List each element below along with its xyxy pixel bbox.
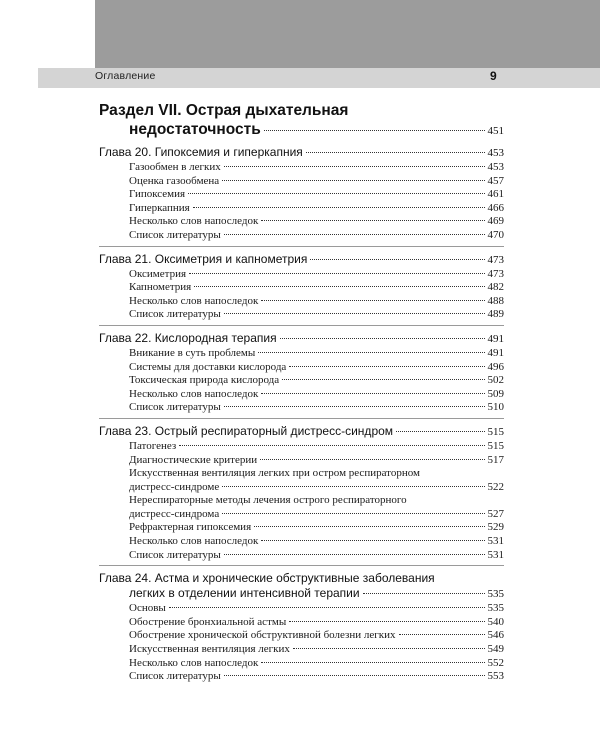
toc-item[interactable]	[99, 521, 504, 535]
toc-item[interactable]	[99, 268, 504, 282]
toc-item[interactable]	[99, 535, 504, 549]
toc-item-page: 461	[487, 188, 504, 201]
toc-item-page: 469	[487, 215, 504, 228]
toc-item-page: 502	[487, 374, 504, 387]
chapter-title-text: Глава 23. Острый респираторный дистресс-синдром	[99, 423, 394, 438]
chapter-title-text: легких в отделении интенсивной терапии	[129, 586, 360, 601]
toc-item-page: 515	[487, 439, 504, 452]
toc-item-text: Системы для доставки кислорода	[129, 360, 287, 373]
toc-item[interactable]	[99, 401, 504, 415]
toc-item-page: 517	[487, 453, 504, 466]
leader-dots	[222, 486, 484, 487]
toc-item-text: Список литературы	[129, 308, 221, 321]
leader-dots	[258, 352, 484, 353]
leader-dots	[293, 648, 485, 649]
leader-dots	[224, 234, 485, 235]
toc-item-text: Список литературы	[129, 670, 221, 683]
toc	[99, 101, 504, 692]
leader-dots	[224, 554, 485, 555]
chapter-page: 453	[487, 147, 504, 159]
leader-dots	[399, 634, 485, 635]
chapter-title-line1[interactable]: Глава 24. Астма и хронические обструктивные заболевания	[99, 571, 435, 586]
leader-dots	[179, 445, 484, 446]
header-band	[95, 0, 600, 68]
running-header-title: Оглавление	[95, 70, 156, 82]
toc-item[interactable]	[99, 175, 504, 189]
leader-dots	[396, 431, 484, 432]
toc-item-page: 531	[487, 535, 504, 548]
leader-dots	[261, 540, 484, 541]
toc-item-text: Список литературы	[129, 228, 221, 241]
leader-dots	[222, 180, 484, 181]
toc-item-page: 527	[487, 507, 504, 520]
leader-dots	[224, 675, 485, 676]
chapter-title[interactable]	[99, 252, 504, 268]
chapter-page: 491	[487, 332, 504, 345]
toc-item-page: 457	[487, 174, 504, 187]
toc-item-text: Оксиметрия	[129, 267, 187, 280]
toc-item-text: Искусственная вентиляция легких	[129, 643, 290, 656]
toc-item[interactable]	[99, 440, 504, 454]
toc-item-page: 453	[487, 161, 504, 173]
leader-dots	[194, 286, 484, 287]
toc-item-line1[interactable]: Нереспираторные методы лечения острого респираторного	[129, 494, 407, 507]
chapter-entry	[99, 145, 504, 247]
toc-item-page: 546	[487, 629, 504, 642]
toc-item-page: 553	[487, 670, 504, 683]
toc-item-page: 510	[487, 401, 504, 414]
toc-item-text: дистресс-синдрома	[129, 507, 220, 520]
leader-dots	[264, 130, 485, 131]
toc-item-text: Несколько слов напоследок	[129, 656, 259, 669]
toc-item[interactable]	[99, 388, 504, 402]
chapter-title[interactable]	[99, 145, 504, 161]
leader-dots	[193, 207, 485, 208]
leader-dots	[224, 313, 485, 314]
toc-item[interactable]	[99, 295, 504, 309]
toc-item-text: Несколько слов напоследок	[129, 387, 259, 400]
toc-item-text: Диагностические критерии	[129, 453, 258, 466]
toc-item[interactable]	[99, 629, 504, 643]
toc-item-page: 488	[487, 294, 504, 307]
chapter-list	[99, 145, 504, 687]
toc-item[interactable]	[99, 202, 504, 216]
toc-item-page: 482	[487, 281, 504, 294]
leader-dots	[261, 220, 484, 221]
toc-item-text: Обострение хронической обструктивной болезни легких	[129, 629, 396, 642]
toc-item-text: Обострение бронхиальной астмы	[129, 615, 287, 628]
chapter-title[interactable]	[99, 331, 504, 347]
toc-item-page: 466	[487, 201, 504, 214]
section-title-line2: недостаточность	[129, 121, 261, 138]
toc-item-page: 496	[487, 360, 504, 373]
toc-item-text: Список литературы	[129, 401, 221, 414]
toc-item[interactable]	[99, 643, 504, 657]
toc-item-page: 529	[487, 521, 504, 534]
section-title-line1: Раздел VII. Острая дыхательная	[99, 102, 349, 119]
toc-item[interactable]	[99, 481, 504, 495]
toc-item-page: 491	[487, 346, 504, 359]
leader-dots	[310, 259, 484, 260]
leader-dots	[289, 621, 484, 622]
leader-dots	[222, 513, 484, 514]
toc-item-text: Капнометрия	[129, 281, 192, 294]
toc-item-page: 470	[487, 228, 504, 241]
toc-item-page: 489	[487, 308, 504, 321]
toc-item-page: 522	[487, 480, 504, 493]
leader-dots	[188, 193, 484, 194]
toc-item[interactable]	[99, 361, 504, 375]
toc-item-text: Несколько слов напоследок	[129, 215, 259, 228]
toc-item-page: 549	[487, 643, 504, 656]
leader-dots	[261, 393, 484, 394]
toc-item[interactable]	[99, 549, 504, 563]
leader-dots	[224, 406, 485, 407]
toc-item[interactable]	[99, 454, 504, 468]
leader-dots	[169, 607, 485, 608]
toc-item[interactable]	[99, 347, 504, 361]
toc-item-text: Основы	[129, 602, 166, 615]
toc-item-text: Патогенез	[129, 439, 177, 452]
leader-dots	[306, 152, 485, 153]
toc-item-page: 552	[487, 656, 504, 669]
toc-item-text: Рефрактерная гипоксемия	[129, 521, 252, 534]
leader-dots	[261, 662, 484, 663]
toc-item[interactable]	[99, 308, 504, 322]
toc-item-text: дистресс-синдроме	[129, 480, 220, 493]
toc-item[interactable]	[99, 602, 504, 616]
toc-item-page: 473	[487, 267, 504, 280]
chapter-entry	[99, 424, 504, 566]
chapter-entry	[99, 252, 504, 326]
section-page: 451	[487, 125, 504, 137]
section-entry[interactable]	[99, 101, 504, 141]
leader-dots	[282, 379, 484, 380]
chapter-entry	[99, 571, 504, 687]
chapter-page: 515	[487, 425, 504, 438]
toc-item[interactable]	[99, 215, 504, 229]
chapter-title[interactable]	[99, 424, 504, 440]
leader-dots	[289, 366, 484, 367]
toc-item-text: Список литературы	[129, 548, 221, 561]
toc-item-text: Гипоксемия	[129, 188, 186, 201]
toc-item[interactable]	[99, 161, 504, 175]
toc-item[interactable]	[99, 374, 504, 388]
toc-item-page: 540	[487, 615, 504, 628]
toc-item-text: Газообмен в легких	[129, 161, 221, 173]
toc-item-text: Гиперкапния	[129, 201, 190, 214]
toc-item[interactable]	[99, 670, 504, 684]
toc-item-page: 535	[487, 602, 504, 615]
chapter-title-text: Глава 20. Гипоксемия и гиперкапния	[99, 145, 303, 159]
leader-dots	[260, 459, 484, 460]
leader-dots	[363, 593, 485, 594]
chapter-page: 535	[487, 588, 504, 601]
toc-item-text: Несколько слов напоследок	[129, 535, 259, 548]
leader-dots	[261, 300, 484, 301]
leader-dots	[224, 166, 485, 167]
leader-dots	[280, 338, 485, 339]
toc-item[interactable]	[99, 657, 504, 671]
toc-item[interactable]	[99, 229, 504, 243]
toc-item-page: 531	[487, 548, 504, 561]
toc-item-page: 509	[487, 387, 504, 400]
toc-item-text: Токсическая природа кислорода	[129, 374, 280, 387]
toc-item-text: Несколько слов напоследок	[129, 294, 259, 307]
chapter-title-text: Глава 22. Кислородная терапия	[99, 330, 277, 345]
chapter-page: 473	[487, 253, 504, 266]
toc-item-text: Оценка газообмена	[129, 174, 220, 187]
toc-item[interactable]	[99, 616, 504, 630]
chapter-title-text: Глава 21. Оксиметрия и капнометрия	[99, 251, 308, 266]
toc-item[interactable]	[99, 188, 504, 202]
toc-item[interactable]	[99, 281, 504, 295]
chapter-title[interactable]	[99, 586, 504, 602]
leader-dots	[189, 273, 484, 274]
leader-dots	[254, 526, 484, 527]
page-number: 9	[490, 69, 497, 83]
toc-item[interactable]	[99, 508, 504, 522]
chapter-entry	[99, 331, 504, 419]
toc-item-text: Вникание в суть проблемы	[129, 346, 256, 359]
toc-item-line1[interactable]: Искусственная вентиляция легких при остром респираторном	[129, 467, 420, 480]
